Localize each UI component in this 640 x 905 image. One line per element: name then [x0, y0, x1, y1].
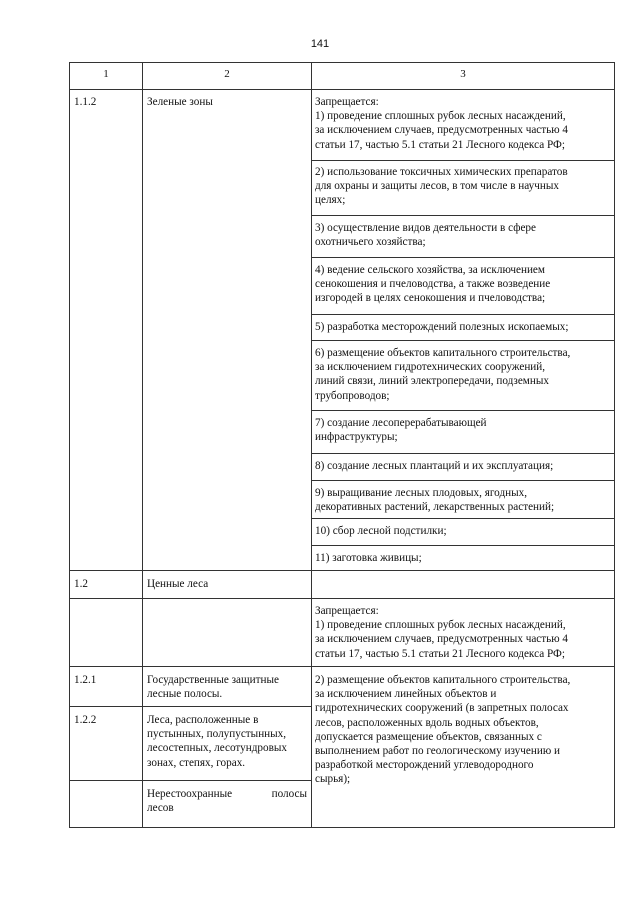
item-separator — [311, 314, 615, 315]
prohibition-item-7: 7) создание лесоперерабатывающей инфраструктуры; — [315, 417, 487, 444]
table-border-left — [69, 62, 70, 828]
section-name-spawning-strips-line1: Нерестоохранные полосы — [147, 788, 307, 800]
row-line-1-2-2 — [69, 780, 312, 781]
table-border-right — [614, 62, 615, 828]
section-name-desert-forests: Леса, расположенные в пустынных, полупустынных, лесостепных, лесотундровых зонах, степях, горах. — [147, 714, 287, 769]
item-separator — [311, 480, 615, 481]
prohibition-item-11: 11) заготовка живицы; — [315, 552, 422, 564]
section-name-spawning-strips-line2: лесов — [147, 802, 174, 814]
prohibition-item-8: 8) создание лесных плантаций и их эксплуатация; — [315, 460, 554, 472]
column-divider-1 — [142, 62, 143, 828]
row-line-1-2 — [69, 570, 615, 571]
valuable-forests-prohibition: Запрещается: 1) проведение сплошных рубок лесных насаждений, за исключением случаев, предусмотренных частью 4 статьи 17, частью 5.1 статьи 21 Лесного кодекса РФ; — [315, 605, 569, 660]
header-col-2: 2 — [224, 68, 230, 80]
prohibition-item-9: 9) выращивание лесных плодовых, ягодных, декоративных растений, лекарственных растений; — [315, 487, 555, 514]
prohibition-item-10: 10) сбор лесной подстилки; — [315, 525, 447, 537]
prohibition-item-2: 2) использование токсичных химических препаратов для охраны и защиты лесов, в том числе в научных целях; — [315, 166, 568, 207]
row-line-empty — [69, 598, 615, 599]
section-code-1-1-2: 1.1.2 — [74, 96, 97, 108]
header-col-1: 1 — [103, 68, 109, 80]
item-separator — [311, 453, 615, 454]
table-border-top — [69, 62, 615, 63]
capital-construction-prohibition: 2) размещение объектов капитального строительства, за исключением линейных объектов и гидротехнических сооружений (в запретных полосах лесов, расположенных вдоль водных объектов, допускается размещение объектов, связанных с выполнением работ по геологическому изучению и разработкой месторождений углеводородного сырья); — [315, 674, 571, 786]
item-separator — [311, 160, 615, 161]
item-separator — [311, 410, 615, 411]
item-separator — [311, 257, 615, 258]
item-separator — [311, 518, 615, 519]
section-name-green-zones: Зеленые зоны — [147, 96, 213, 108]
section-name-protective-belts: Государственные защитные лесные полосы. — [147, 674, 279, 701]
prohibition-item-1: Запрещается: 1) проведение сплошных рубок лесных насаждений, за исключением случаев, предусмотренных частью 4 статьи 17, частью 5.1 статьи 21 Лесного кодекса РФ; — [315, 96, 569, 151]
item-separator — [311, 340, 615, 341]
item-separator — [311, 545, 615, 546]
table-border-bottom — [69, 827, 615, 828]
row-line-1-2-1 — [69, 706, 312, 707]
section-name-valuable-forests: Ценные леса — [147, 578, 209, 590]
prohibition-item-6: 6) размещение объектов капитального строительства, за исключением гидротехнических сооружений, линий связи, линий электропередачи, подземных трубопроводов; — [315, 347, 571, 402]
section-code-1-2-2: 1.2.2 — [74, 714, 97, 726]
row-line-prohibition — [69, 666, 615, 667]
column-divider-2 — [311, 62, 312, 828]
section-code-1-2-1: 1.2.1 — [74, 674, 97, 686]
prohibition-item-3: 3) осуществление видов деятельности в сфере охотничьего хозяйства; — [315, 222, 536, 249]
header-bottom-line — [69, 89, 615, 90]
section-code-1-2: 1.2 — [74, 578, 88, 590]
prohibition-item-5: 5) разработка месторождений полезных ископаемых; — [315, 321, 569, 333]
page-number: 141 — [310, 38, 330, 50]
item-separator — [311, 215, 615, 216]
prohibition-item-4: 4) ведение сельского хозяйства, за исключением сенокошения и пчеловодства, а также возведение изгородей в целях сенокошения и пчеловодства; — [315, 264, 551, 305]
header-col-3: 3 — [460, 68, 466, 80]
